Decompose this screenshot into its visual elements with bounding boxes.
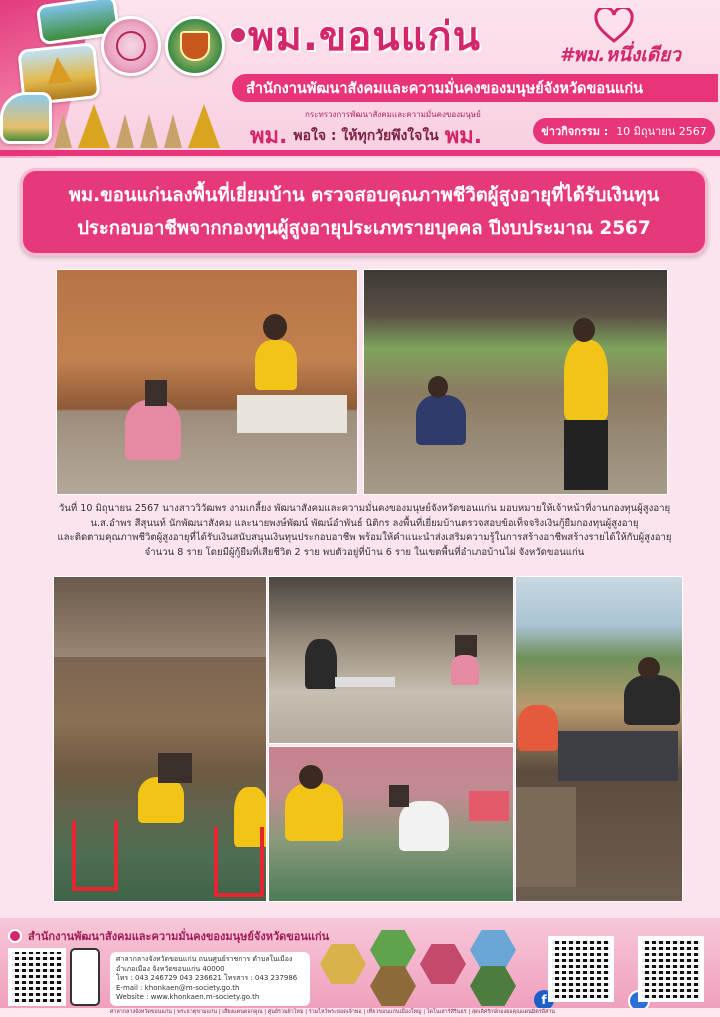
photo-home-visit-6 (515, 576, 683, 902)
news-date: 10 มิถุนายน 2567 (616, 125, 707, 138)
elder-figure (518, 705, 558, 751)
caption-line-4: จำนวน 8 ราย โดยมีผู้กู้ยืมที่เสียชีวิต 2 ราย พบตัวอยู่ที่บ้าน 6 ราย ในเขตพื้นที่อำเภอบ้านไผ่ จังหวัดขอนแก่น (144, 546, 585, 558)
bench (335, 677, 395, 687)
elder-figure (399, 801, 449, 851)
elder-figure (125, 400, 181, 460)
news-date-pill (533, 118, 715, 144)
province-seal-logo (165, 16, 225, 76)
roof (54, 577, 267, 657)
email-line[interactable]: E-mail : khonkaen@m-society.go.th (116, 983, 240, 992)
hashtag: #พม.หนึ่งเดียว (560, 44, 681, 66)
ministry-name: กระทรวงการพัฒนาสังคมและความมั่นคงของมนุษย์ (305, 110, 481, 119)
landmark-hex (420, 944, 466, 984)
officer-figure (285, 783, 343, 841)
red-chair (72, 821, 118, 891)
landmark-hex (470, 930, 516, 970)
photo-home-visit-1 (56, 269, 358, 495)
office-name-bar: สำนักงานพัฒนาสังคมและความมั่นคงของมนุษย์จังหวัดขอนแก่น (232, 74, 718, 102)
face-blur (455, 635, 477, 657)
header-divider (0, 150, 720, 156)
slogan-pm-right: พม. (444, 124, 483, 149)
caption-line-2: น.ส.อำพร สีสุนนท์ นักพัฒนาสังคม และนายพงษ์พัฒน์ พัฒน์อำพันธ์ นิติกร ลงพื้นที่เยี่ยมบ้านตรวจสอบข้อเท็จจริงเงินกู้ยืมกองทุนผู้สูงอายุ (90, 517, 639, 529)
red-chair (214, 827, 264, 897)
headline-line-2: ประกอบอาชีพจากกองทุนผู้สูงอายุประเภทรายบุคคล ปีงบประมาณ 2567 (77, 218, 651, 239)
photo-home-visit-3 (53, 576, 267, 902)
elder-figure (138, 777, 184, 823)
slogan-pm-left: พม. (250, 124, 288, 149)
landmark-hex (320, 944, 366, 984)
elder-figure (451, 655, 479, 685)
contact-info (110, 952, 310, 1006)
pm-logo-icon (8, 929, 22, 943)
phone-line: โทร : 043 246729 043 236621 โทรสาร : 043 237986 (116, 974, 298, 983)
phone-icon (70, 948, 100, 1006)
photo-home-visit-4 (268, 576, 514, 744)
footer (0, 918, 720, 1017)
landmark-hex (470, 966, 516, 1006)
brand-title: พม.ขอนแก่น (248, 14, 481, 60)
headline-line-1: พม.ขอนแก่นลงพื้นที่เยี่ยมบ้าน ตรวจสอบคุณภาพชีวิตผู้สูงอายุที่ได้รับเงินทุน (68, 185, 660, 206)
officer-head (573, 318, 595, 342)
qr-code-left[interactable] (8, 948, 66, 1006)
officer-legs (564, 420, 608, 490)
address-line-2: อำเภอเมือง จังหวัดขอนแก่น 40000 (116, 964, 225, 973)
footer-strip: ศาลากลางจังหวัดขอนแก่น | พระธาตุขามแก่น | เสียงแคนดอกคูณ | ศูนย์รวมผ้าไหม | ร่วมไหว้พระยอดเจ้าพ่อ | เที่ยวขอนแก่นเมืองใหญ่ | ไดโนเสาร์สิรินธร | สุดเลิศรักษ์กองยอคุณแดนมิตรอีสาน (0, 1008, 720, 1017)
weaver-figure (416, 395, 466, 445)
ministry-emblem-logo (101, 16, 161, 76)
landmark-hexagons (316, 928, 541, 1000)
landmark-hex (370, 966, 416, 1006)
address-line-1: ศาลากลางจังหวัดขอนแก่น ถนนศูนย์ราชการ ตำบลในเมือง (116, 955, 293, 963)
officer-head (638, 657, 660, 679)
table (237, 395, 347, 433)
officer-head (263, 314, 287, 340)
face-blur (389, 785, 409, 807)
officer-figure (305, 639, 337, 689)
caption-line-3: และติดตามคุณภาพชีวิตผู้สูงอายุที่ได้รับเงินสนับสนุนเงินทุนประกอบอาชีพ พร้อมให้คำแนะนำส่งเสริมความรู้ในการสร้างอาชีพสร้างรายได้ให้กับผู้สูงอายุ (57, 532, 672, 544)
elder-figure-2 (516, 787, 576, 887)
weaver-head (428, 376, 448, 398)
officer-figure (564, 340, 608, 420)
caption-line-1: วันที่ 10 มิถุนายน 2567 นางสาววิวัฒพร งามเกลี้ยง พัฒนาสังคมและความมั่นคงของมนุษย์จังหวัดขอนแก่น มอบหมายให้เจ้าหน้าที่งานกองทุนผู้สูงอายุ (58, 503, 671, 514)
facebook-icon[interactable]: f (534, 990, 554, 1010)
skyline-decoration (54, 104, 254, 148)
caption (32, 502, 697, 560)
qr-code-facebook[interactable] (548, 936, 614, 1002)
slogan (250, 118, 482, 153)
table (558, 731, 678, 781)
news-label: ข่าวกิจกรรม : (541, 125, 609, 138)
footer-office (8, 926, 329, 946)
slogan-text: พอใจ : ให้ทุกวัยพึงใจใน (293, 127, 439, 144)
pm-small-logo (229, 26, 247, 44)
face-blur (145, 380, 167, 406)
face-blur (158, 753, 192, 783)
heart-icon (594, 8, 634, 44)
footer-office-name: สำนักงานพัฒนาสังคมและความมั่นคงของมนุษย์จังหวัดขอนแก่น (28, 930, 330, 943)
officer-figure (624, 675, 680, 725)
header (0, 0, 720, 158)
website-line[interactable]: Website : www.khonkaen.m-society.go.th (116, 993, 260, 1002)
photo-home-visit-2 (363, 269, 668, 495)
officer-figure (255, 340, 297, 390)
landmark-hex (370, 930, 416, 970)
officer-head (299, 765, 323, 789)
temple-photo-3 (0, 92, 52, 144)
red-chair (469, 791, 509, 821)
headline-banner (20, 168, 708, 256)
photo-home-visit-5 (268, 746, 514, 902)
qr-code-website[interactable] (638, 936, 704, 1002)
